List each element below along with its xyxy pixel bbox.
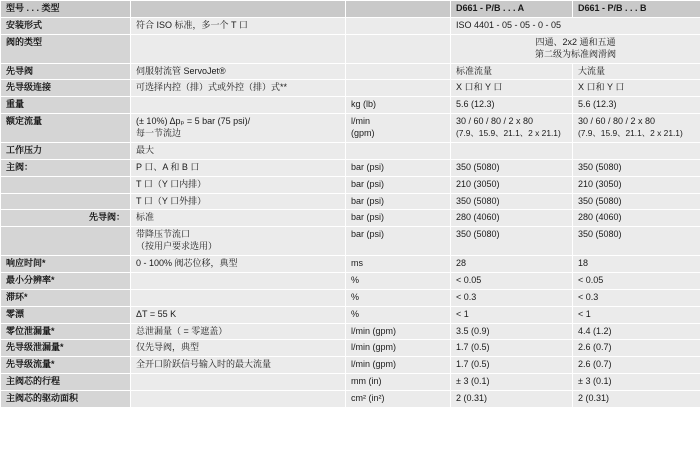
table-row [1,34,700,63]
row-unit [346,80,451,97]
row-label: 额定流量 [1,114,131,143]
row-unit: % [346,289,451,306]
row-value-line: 四通、2x2 通和五通 [535,36,616,47]
row-description: P 口、A 和 B 口 [131,159,346,176]
row-label [1,227,131,256]
row-value-a: 210 (3050) [451,176,573,193]
table-row [1,272,700,289]
row-unit [346,63,451,80]
row-unit: kg (lb) [346,97,451,114]
row-value-a: 1.7 (0.5) [451,340,573,357]
row-value-b: 5.6 (12.3) [573,97,700,114]
row-description-line: （按用户要求选用） [136,241,218,252]
row-unit: mm (in) [346,374,451,391]
row-unit: l/min (gpm) [346,323,451,340]
row-label: 阀的类型 [1,34,131,63]
row-unit: bar (psi) [346,193,451,210]
row-value-b: 2 (0.31) [573,391,700,408]
table-row [1,97,700,114]
row-value-b: 2.6 (0.7) [573,340,700,357]
row-unit: bar (psi) [346,210,451,227]
row-value-line: (7.9、15.9、21.1、2 x 21.1) [456,128,561,138]
row-value-a: < 1 [451,306,573,323]
table-row [1,17,700,34]
row-description: 可选择内控（排）式或外控（排）式** [131,80,346,97]
row-unit-line: (gpm) [351,128,375,138]
row-value-b: < 0.3 [573,289,700,306]
table-row [1,159,700,176]
table-row [1,63,700,80]
row-value-b: ± 3 (0.1) [573,374,700,391]
row-value-b: 210 (3050) [573,176,700,193]
table-row [1,289,700,306]
row-description [131,114,346,143]
table-row [1,306,700,323]
row-description-line: 每一节流边 [136,128,182,138]
row-value-b: 350 (5080) [573,193,700,210]
row-value-merged: ISO 4401 - 05 - 05 - 0 - 05 [451,17,700,34]
row-value-a: < 0.05 [451,272,573,289]
row-label: 先导级泄漏量* [1,340,131,357]
row-label: 滞环* [1,289,131,306]
row-value-a: 350 (5080) [451,159,573,176]
row-label: 零漂 [1,306,131,323]
header-model-a: D661 - P/B . . . A [451,1,573,18]
table-row [1,374,700,391]
row-value-line: 第二级为标准阀滑阀 [534,48,616,59]
row-description [131,34,346,63]
header-empty-unit [346,1,451,18]
row-value-a: 350 (5080) [451,227,573,256]
row-description: 标准 [131,210,346,227]
row-value-a: 280 (4060) [451,210,573,227]
row-label: 安装形式 [1,17,131,34]
row-value-a: 28 [451,256,573,273]
row-label: 先导级流量* [1,357,131,374]
row-description-line: 带降压节流口 [136,229,191,240]
row-value-line: 30 / 60 / 80 / 2 x 80 [456,116,534,127]
row-unit: bar (psi) [346,176,451,193]
row-description [131,391,346,408]
row-value-b: < 1 [573,306,700,323]
row-unit [346,17,451,34]
row-label: 先导阀 [1,63,131,80]
table-row [1,340,700,357]
row-value-b: < 0.05 [573,272,700,289]
row-value-b: 大流量 [573,63,700,80]
row-label [1,176,131,193]
row-value-line: (7.9、15.9、21.1、2 x 21.1) [578,128,683,138]
row-value-a: 2 (0.31) [451,391,573,408]
row-value-a: ± 3 (0.1) [451,374,573,391]
row-label [1,193,131,210]
row-value-b: 350 (5080) [573,159,700,176]
table-row [1,80,700,97]
table-row [1,256,700,273]
row-value-b: 4.4 (1.2) [573,323,700,340]
row-label: 主阀： [1,159,131,176]
row-value-a: 标准流量 [451,63,573,80]
row-description: 仅先导阀，典型 [131,340,346,357]
row-unit: bar (psi) [346,227,451,256]
table-header-row [1,1,700,18]
row-description: T 口（Y 口外排） [131,193,346,210]
row-value-a [451,142,573,159]
row-label: 工作压力 [1,142,131,159]
row-value-a [451,114,573,143]
row-label: 主阀芯的驱动面积 [1,391,131,408]
row-label: 主阀芯的行程 [1,374,131,391]
row-value-b [573,142,700,159]
row-value-a: X 口和 Y 口 [451,80,573,97]
row-description: 0 - 100% 阀芯位移，典型 [131,256,346,273]
row-value-merged [451,34,700,63]
header-label: 型号 . . . 类型 [1,1,131,18]
row-description-line: (± 10%) Δpₚ = 5 bar (75 psi)/ [136,116,251,127]
row-description: T 口（Y 口内排） [131,176,346,193]
row-unit: cm² (in²) [346,391,451,408]
table-row [1,210,700,227]
row-label: 先导阀： [1,210,131,227]
table-row [1,357,700,374]
row-unit: ms [346,256,451,273]
header-model-b: D661 - P/B . . . B [573,1,700,18]
row-description [131,227,346,256]
row-value-b: 2.6 (0.7) [573,357,700,374]
row-unit [346,34,451,63]
row-unit: bar (psi) [346,159,451,176]
row-value-b: 350 (5080) [573,227,700,256]
row-label: 响应时间* [1,256,131,273]
row-description: ΔT = 55 K [131,306,346,323]
row-value-b: X 口和 Y 口 [573,80,700,97]
header-empty-desc [131,1,346,18]
row-unit: % [346,272,451,289]
row-value-a: 3.5 (0.9) [451,323,573,340]
table-row [1,323,700,340]
row-description: 伺服射流管 ServoJet® [131,63,346,80]
row-description: 总泄漏量（ = 零遮盖） [131,323,346,340]
row-value-a: < 0.3 [451,289,573,306]
table-row [1,176,700,193]
row-description [131,374,346,391]
row-value-b: 18 [573,256,700,273]
table-row [1,227,700,256]
row-value-line: 30 / 60 / 80 / 2 x 80 [578,116,656,127]
row-label: 重量 [1,97,131,114]
row-value-a: 350 (5080) [451,193,573,210]
row-unit [346,142,451,159]
row-label: 先导级连接 [1,80,131,97]
table-row [1,391,700,408]
row-label: 零位泄漏量* [1,323,131,340]
table-row [1,114,700,143]
row-description: 全开口阶跃信号输入时的最大流量 [131,357,346,374]
row-value-b [573,114,700,143]
table-row [1,193,700,210]
row-value-a: 5.6 (12.3) [451,97,573,114]
row-unit [346,114,451,143]
table-row [1,142,700,159]
row-description [131,97,346,114]
row-label: 最小分辨率* [1,272,131,289]
row-description: 符合 ISO 标准，多一个 T 口 [131,17,346,34]
row-unit-line: l/min [351,116,371,127]
row-unit: % [346,306,451,323]
row-description: 最大 [131,142,346,159]
row-description [131,289,346,306]
row-description [131,272,346,289]
row-unit: l/min (gpm) [346,357,451,374]
row-value-a: 1.7 (0.5) [451,357,573,374]
row-unit: l/min (gpm) [346,340,451,357]
row-value-b: 280 (4060) [573,210,700,227]
